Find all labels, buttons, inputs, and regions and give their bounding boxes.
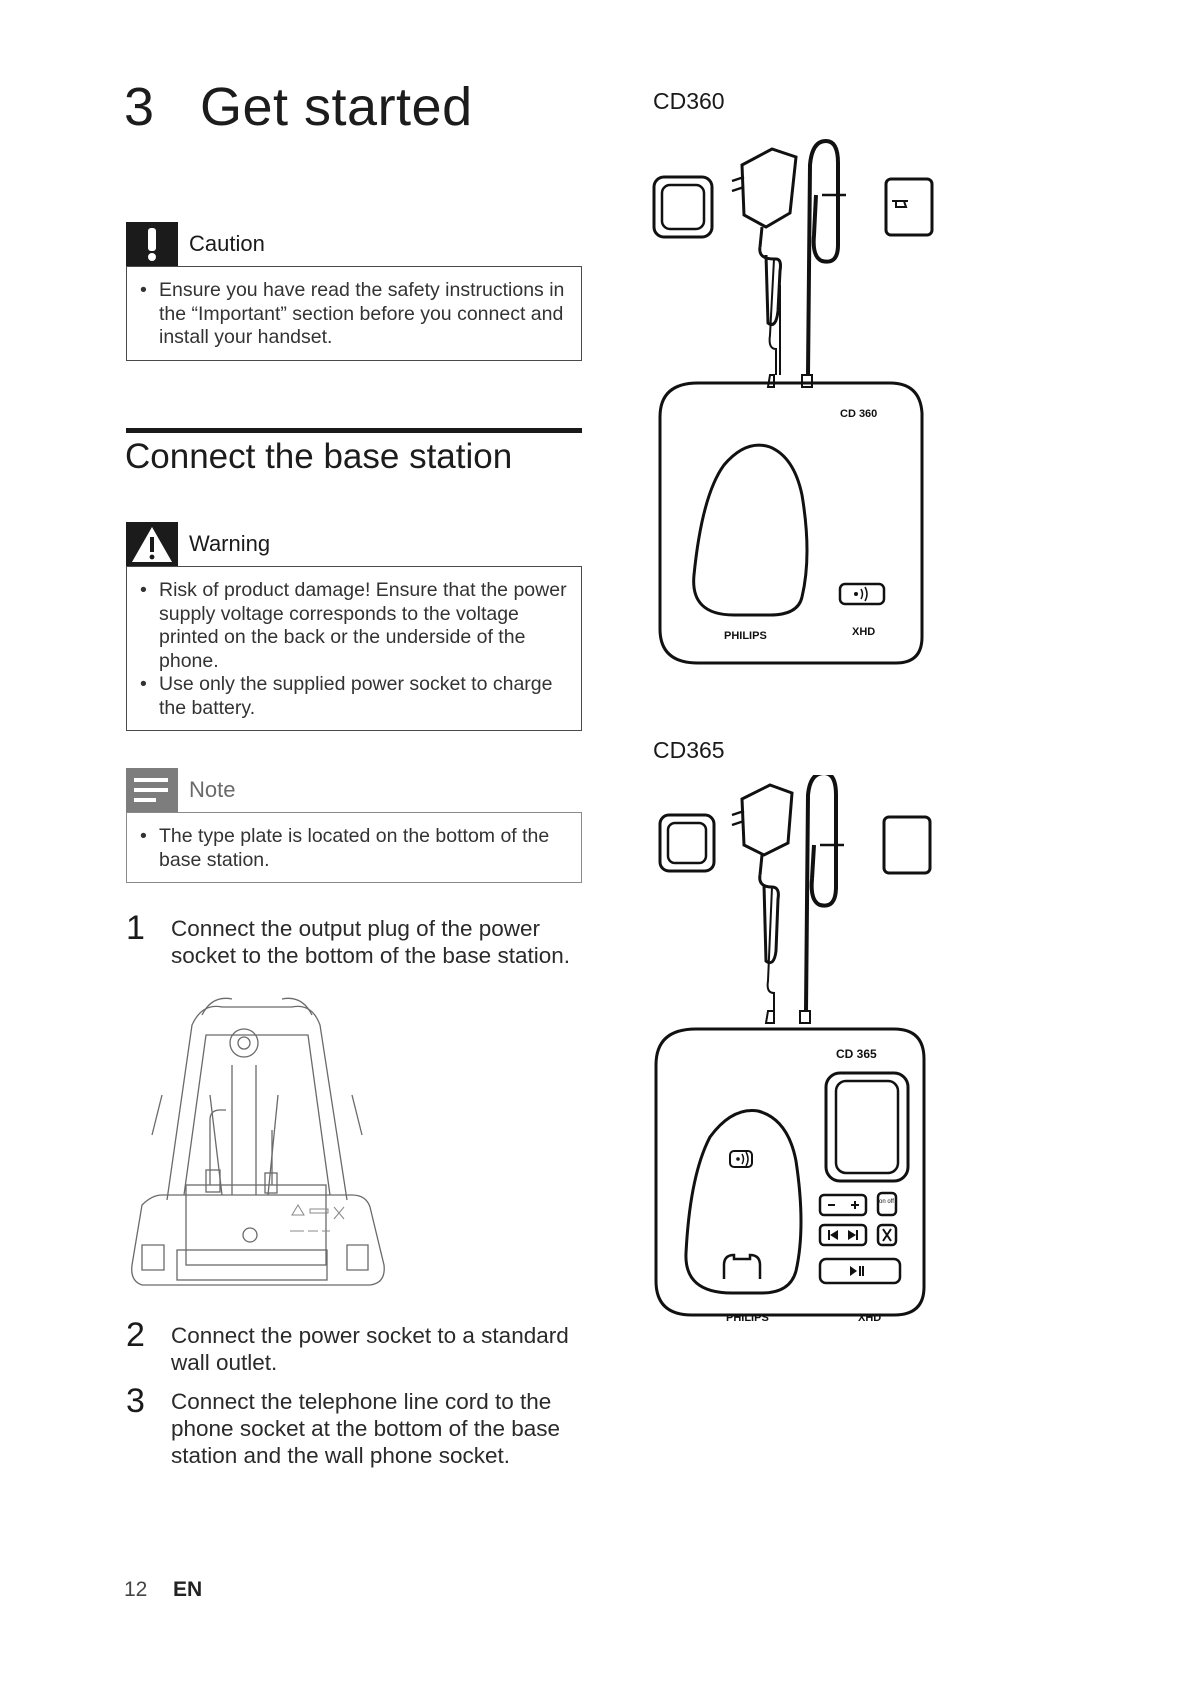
chapter-number: 3 bbox=[124, 77, 155, 137]
step-number: 3 bbox=[126, 1382, 145, 1420]
warning-item: • Risk of product damage! Ensure that the power supply voltage corresponds to the voltage printed on the back or the underside of the phone. bbox=[139, 579, 569, 673]
cd360-illustration bbox=[650, 135, 950, 710]
caution-item: • Ensure you have read the safety instructions in the “Important” section before you connect and install your handset. bbox=[139, 279, 569, 350]
exclamation-icon bbox=[126, 222, 178, 266]
step-2 bbox=[126, 1316, 596, 1376]
cd365-brand: PHILIPS bbox=[726, 1312, 769, 1324]
phone-socket-icon bbox=[884, 817, 930, 873]
step-number: 1 bbox=[126, 909, 145, 947]
cd360-badge: CD 360 bbox=[840, 408, 878, 420]
note-label: Note bbox=[189, 777, 236, 802]
step-3 bbox=[126, 1382, 596, 1469]
cd360-logo: XHD bbox=[852, 626, 876, 638]
note-callout bbox=[126, 768, 582, 883]
cd365-logo: XHD bbox=[858, 1312, 882, 1324]
caution-label: Caution bbox=[189, 231, 265, 256]
section-rule bbox=[126, 428, 582, 433]
cd365-label: CD365 bbox=[653, 737, 725, 763]
section-title: Connect the base station bbox=[125, 437, 513, 476]
onoff-key-label: on off bbox=[879, 1199, 894, 1205]
step-text: Connect the telephone line cord to the phone socket at the bottom of the base station and the wall phone socket. bbox=[171, 1389, 561, 1468]
note-header bbox=[126, 768, 582, 812]
note-body bbox=[126, 812, 582, 883]
warning-triangle-icon bbox=[126, 522, 178, 566]
warning-item: • Use only the supplied power socket to charge the battery. bbox=[139, 673, 569, 720]
cd360-brand: PHILIPS bbox=[724, 630, 767, 642]
step-number: 2 bbox=[126, 1316, 145, 1354]
warning-label: Warning bbox=[189, 531, 271, 556]
cd360-label: CD360 bbox=[653, 88, 725, 114]
warning-header bbox=[126, 522, 582, 566]
cd365-illustration bbox=[650, 775, 950, 1350]
caution-callout bbox=[126, 222, 582, 361]
language-code: EN bbox=[173, 1578, 203, 1601]
chapter-heading bbox=[124, 76, 473, 138]
caution-header bbox=[126, 222, 582, 266]
cd365-badge: CD 365 bbox=[836, 1047, 877, 1061]
caution-body bbox=[126, 266, 582, 361]
base-underside-illustration bbox=[122, 995, 392, 1295]
step-1 bbox=[126, 909, 596, 969]
note-item: • The type plate is located on the bottom of the base station. bbox=[139, 825, 569, 872]
phone-socket-icon bbox=[886, 179, 932, 235]
warning-callout bbox=[126, 522, 582, 731]
chapter-title: Get started bbox=[200, 77, 473, 137]
step-text: Connect the output plug of the power socket to the bottom of the base station. bbox=[171, 916, 570, 968]
warning-body bbox=[126, 566, 582, 731]
page-number: 12 bbox=[124, 1578, 148, 1601]
step-text: Connect the power socket to a standard wall outlet. bbox=[171, 1323, 569, 1375]
note-lines-icon bbox=[126, 768, 178, 812]
